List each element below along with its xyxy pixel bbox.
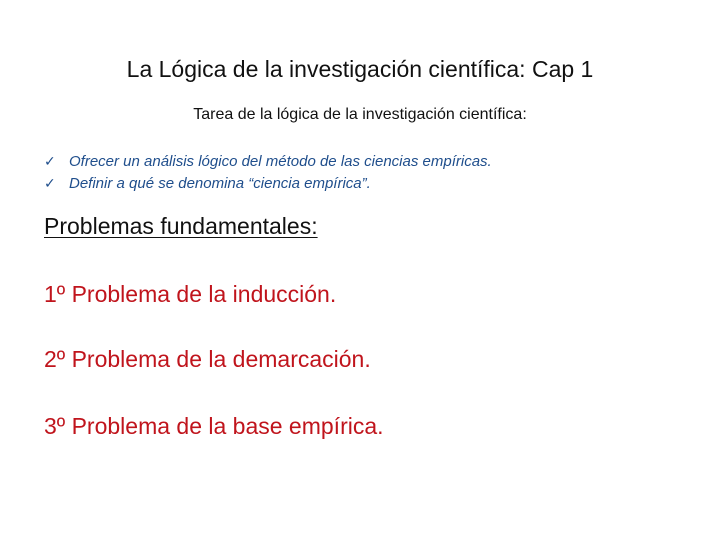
problem-item-empirical-base: 3º Problema de la base empírica. xyxy=(44,413,384,439)
checkmark-icon: ✓ xyxy=(44,153,56,169)
objectives-list xyxy=(44,150,492,194)
objective-item xyxy=(44,172,492,194)
problem-item-demarcation: 2º Problema de la demarcación. xyxy=(44,346,371,372)
section-heading: Problemas fundamentales: xyxy=(44,213,318,239)
problem-item-induction: 1º Problema de la inducción. xyxy=(44,281,337,307)
objective-text: Ofrecer un análisis lógico del método de las ciencias empíricas. xyxy=(69,153,492,170)
slide-title: La Lógica de la investigación científica: Cap 1 xyxy=(126,56,594,82)
slide-subtitle: Tarea de la lógica de la investigación científica: xyxy=(193,106,527,123)
objective-item xyxy=(44,150,492,172)
checkmark-icon: ✓ xyxy=(44,175,56,191)
objective-text: Definir a qué se denomina “ciencia empírica”. xyxy=(69,175,371,192)
